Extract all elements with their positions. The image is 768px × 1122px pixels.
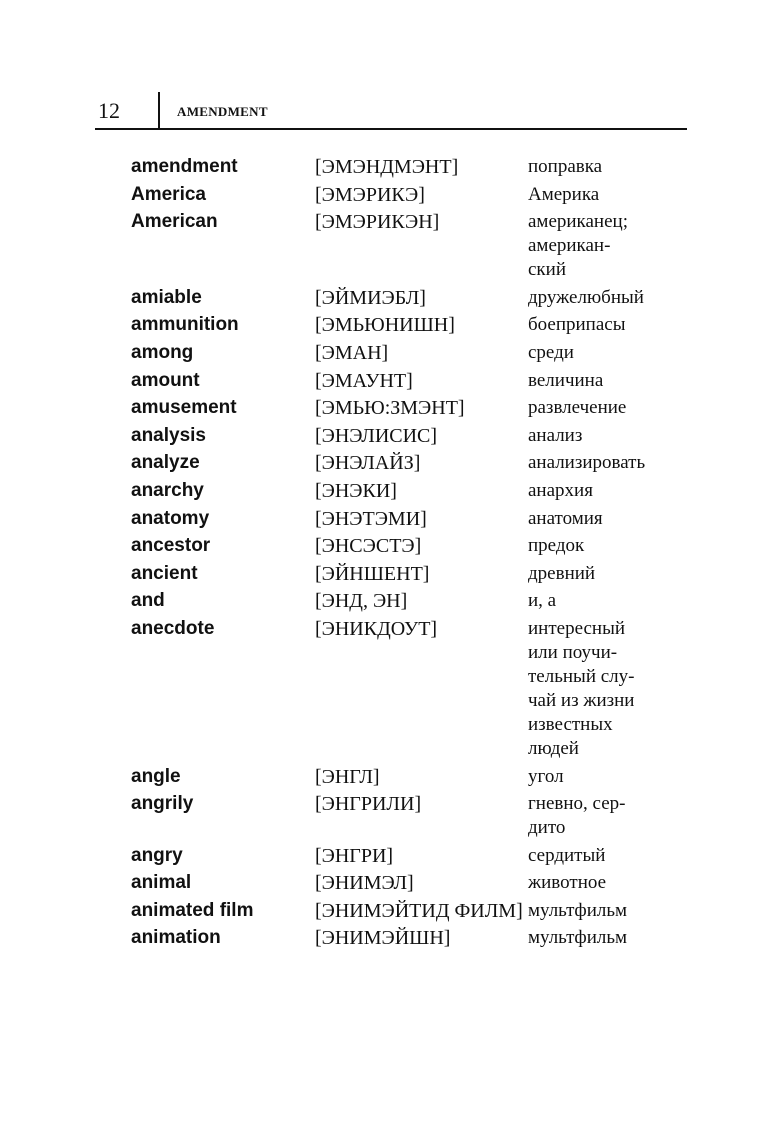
- translation-line: тельный слу-: [528, 665, 635, 687]
- dictionary-entries: [131, 155, 691, 954]
- entry-word: animal: [131, 872, 192, 894]
- dictionary-entry: [131, 844, 691, 868]
- entry-translation: [528, 210, 690, 282]
- entry-translation: [528, 562, 690, 586]
- dictionary-entry: [131, 534, 691, 558]
- translation-line: известных: [528, 713, 613, 735]
- entry-word: animated film: [131, 899, 254, 921]
- dictionary-entry: [131, 369, 691, 393]
- translation-line: чай из жизни: [528, 689, 635, 711]
- translation-line: животное: [528, 872, 607, 894]
- dictionary-entry: [131, 765, 691, 789]
- entry-word: analyze: [131, 452, 200, 474]
- translation-line: американ-: [528, 235, 611, 257]
- dictionary-entry: [131, 479, 691, 503]
- entry-transcription: [ЭНИКДОУТ]: [315, 617, 438, 640]
- dictionary-entry: [131, 286, 691, 310]
- entry-transcription: [ЭМЭРИКЭН]: [315, 211, 440, 234]
- dictionary-entry: [131, 871, 691, 895]
- dictionary-entry: [131, 589, 691, 613]
- dictionary-entry: [131, 313, 691, 337]
- header-divider: [158, 92, 160, 128]
- translation-line: предок: [528, 535, 585, 557]
- entry-transcription: [ЭНИМЭЛ]: [315, 872, 414, 895]
- dictionary-entry: [131, 451, 691, 475]
- entry-word: ancient: [131, 562, 198, 584]
- entry-translation: [528, 286, 690, 310]
- entry-translation: [528, 183, 690, 207]
- entry-word: anecdote: [131, 617, 215, 639]
- entry-word: anatomy: [131, 507, 210, 529]
- entry-transcription: [ЭНГРИЛИ]: [315, 793, 422, 816]
- dictionary-entry: [131, 424, 691, 448]
- entry-transcription: [ЭНЭКИ]: [315, 479, 397, 502]
- entry-transcription: [ЭМАН]: [315, 341, 389, 364]
- entry-word: ancestor: [131, 535, 211, 557]
- dictionary-entry: [131, 507, 691, 531]
- entry-translation: [528, 451, 690, 475]
- entry-translation: [528, 765, 690, 789]
- translation-line: величина: [528, 369, 604, 391]
- entry-word: amount: [131, 369, 200, 391]
- entry-word: and: [131, 590, 165, 612]
- entry-word: amiable: [131, 286, 202, 308]
- entry-transcription: [ЭЙНШЕНТ]: [315, 562, 430, 585]
- entry-translation: [528, 617, 690, 761]
- page-number: 12: [98, 98, 120, 123]
- entry-transcription: [ЭНИМЭЙШН]: [315, 927, 451, 950]
- translation-line: древний: [528, 562, 596, 584]
- dictionary-entry: [131, 396, 691, 420]
- entry-transcription: [ЭНЭЛАЙЗ]: [315, 452, 421, 475]
- translation-line: ский: [528, 259, 566, 281]
- entry-translation: [528, 871, 690, 895]
- dictionary-entry: [131, 183, 691, 207]
- translation-line: людей: [528, 737, 579, 759]
- entry-translation: [528, 396, 690, 420]
- running-head: AMENDMENT: [177, 104, 268, 119]
- entry-transcription: [ЭНИМЭЙТИД ФИЛМ]: [315, 899, 523, 922]
- entry-translation: [528, 899, 690, 923]
- translation-line: угол: [528, 765, 564, 787]
- translation-line: интересный: [528, 617, 626, 639]
- dictionary-entry: [131, 926, 691, 950]
- entry-word: among: [131, 341, 194, 363]
- translation-line: мультфильм: [528, 927, 628, 949]
- entry-translation: [528, 534, 690, 558]
- entry-transcription: [ЭМАУНТ]: [315, 369, 413, 392]
- dictionary-entry: [131, 617, 691, 761]
- entry-translation: [528, 589, 690, 613]
- dictionary-entry: [131, 155, 691, 179]
- entry-word: American: [131, 211, 218, 233]
- entry-transcription: [ЭНГРИ]: [315, 844, 394, 867]
- entry-translation: [528, 341, 690, 365]
- entry-transcription: [ЭМЬЮНИШН]: [315, 314, 455, 337]
- entry-word: animation: [131, 927, 221, 949]
- entry-translation: [528, 926, 690, 950]
- entry-word: angry: [131, 844, 183, 866]
- entry-transcription: [ЭНСЭСТЭ]: [315, 535, 422, 558]
- entry-word: anarchy: [131, 479, 204, 501]
- translation-line: анализировать: [528, 452, 646, 474]
- entry-transcription: [ЭМЭРИКЭ]: [315, 183, 425, 206]
- entry-translation: [528, 155, 690, 179]
- translation-line: дружелюбный: [528, 286, 644, 308]
- entry-word: angrily: [131, 793, 194, 815]
- dictionary-entry: [131, 210, 691, 282]
- dictionary-entry: [131, 899, 691, 923]
- entry-transcription: [ЭМЭНДМЭНТ]: [315, 156, 459, 178]
- translation-line: или поучи-: [528, 641, 618, 663]
- entry-translation: [528, 479, 690, 503]
- translation-line: сердитый: [528, 844, 606, 866]
- entry-transcription: [ЭНЭЛИСИС]: [315, 424, 438, 447]
- page-header: [95, 90, 687, 130]
- translation-line: боеприпасы: [528, 314, 626, 336]
- translation-line: анатомия: [528, 507, 603, 529]
- entry-translation: [528, 369, 690, 393]
- translation-line: мультфильм: [528, 899, 628, 921]
- entry-translation: [528, 844, 690, 868]
- dictionary-entry: [131, 562, 691, 586]
- entry-transcription: [ЭНД, ЭН]: [315, 590, 408, 613]
- entry-word: amusement: [131, 397, 237, 419]
- entry-translation: [528, 313, 690, 337]
- translation-line: дито: [528, 817, 566, 839]
- dictionary-entry: [131, 792, 691, 840]
- entry-transcription: [ЭНГЛ]: [315, 765, 380, 788]
- entry-word: amendment: [131, 156, 238, 177]
- translation-line: анархия: [528, 479, 593, 501]
- header-rule: [95, 128, 687, 130]
- entry-translation: [528, 424, 690, 448]
- entry-translation: [528, 792, 690, 840]
- translation-line: и, а: [528, 590, 557, 612]
- dictionary-entry: [131, 341, 691, 365]
- entry-translation: [528, 507, 690, 531]
- translation-line: поправка: [528, 156, 603, 177]
- entry-word: America: [131, 183, 206, 205]
- entry-transcription: [ЭНЭТЭМИ]: [315, 507, 427, 530]
- translation-line: анализ: [528, 424, 583, 446]
- translation-line: развлечение: [528, 397, 627, 419]
- entry-transcription: [ЭМЬЮ:ЗМЭНТ]: [315, 397, 465, 420]
- translation-line: американец;: [528, 211, 628, 233]
- entry-word: analysis: [131, 424, 206, 446]
- translation-line: среди: [528, 341, 574, 363]
- entry-word: ammunition: [131, 314, 239, 336]
- entry-word: angle: [131, 765, 181, 787]
- translation-line: Америка: [528, 183, 600, 205]
- translation-line: гневно, сер-: [528, 793, 626, 815]
- entry-transcription: [ЭЙМИЭБЛ]: [315, 286, 426, 309]
